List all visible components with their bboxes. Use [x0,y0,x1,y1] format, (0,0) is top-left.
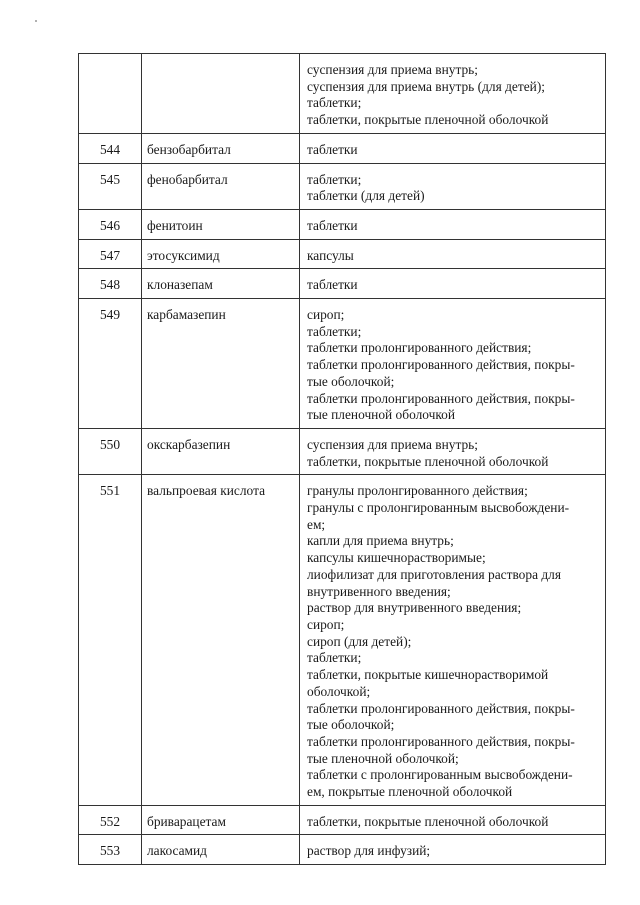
drug-name: вальпроевая кислота [142,475,300,805]
dosage-form: раствор для внутривенного введения; [307,600,522,616]
dosage-form: таблетки пролонгированного действия, покры- тые пленочной оболочкой [307,390,575,423]
drug-name: бриварацетам [142,805,300,835]
dosage-form: таблетки; [307,323,362,339]
dosage-form: таблетки пролонгированного действия, покры- тые пленочной оболочкой; [307,733,575,766]
dosage-form: таблетки [307,141,358,157]
dosage-form: таблетки, покрытые кишечнорастворимой оболочкой; [307,667,549,699]
table-row [79,475,606,805]
dosage-form: таблетки; [307,95,362,111]
row-number: 549 [79,299,142,429]
table-row [79,269,606,299]
dosage-form: таблетки; [307,650,362,666]
dosage-form: таблетки, покрытые пленочной оболочкой [307,112,549,128]
drug-table-body [79,54,606,865]
row-number: 545 [79,163,142,209]
dosage-form: сироп; [307,616,345,632]
row-number: 552 [79,805,142,835]
table-row [79,428,606,474]
dosage-form: таблетки [307,277,358,293]
dosage-forms-cell [300,428,606,474]
drug-name: бензобарбитал [142,133,300,163]
drug-name: фенобарбитал [142,163,300,209]
scan-dot [35,20,37,22]
dosage-forms-cell [300,835,606,865]
dosage-forms-cell [300,805,606,835]
dosage-form: сироп (для детей); [307,633,412,649]
dosage-form: сироп; [307,307,345,323]
dosage-form: лиофилизат для приготовления раствора для внутривенного введения; [307,566,562,599]
dosage-forms-cell [300,475,606,805]
dosage-form: таблетки; [307,171,362,187]
dosage-forms-cell [300,239,606,269]
dosage-form: таблетки пролонгированного действия, покры- тые оболочкой; [307,357,575,389]
drug-name: карбамазепин [142,299,300,429]
drug-name: этосуксимид [142,239,300,269]
table-row [79,209,606,239]
table-row [79,805,606,835]
dosage-forms-cell [300,209,606,239]
drug-table [78,53,606,865]
dosage-form: капли для приема внутрь; [307,533,454,549]
dosage-form: суспензия для приема внутрь; [307,436,479,452]
dosage-form: капсулы кишечнорастворимые; [307,550,486,566]
dosage-form: таблетки, покрытые пленочной оболочкой [307,813,549,829]
row-number: 553 [79,835,142,865]
dosage-form: капсулы [307,247,354,263]
drug-name: окскарбазепин [142,428,300,474]
dosage-form: гранулы пролонгированного действия; [307,483,528,499]
dosage-form: таблетки [307,217,358,233]
dosage-forms-cell [300,269,606,299]
drug-name: клоназепам [142,269,300,299]
table-row [79,133,606,163]
row-number: 550 [79,428,142,474]
drug-name [142,54,300,134]
dosage-form: суспензия для приема внутрь; [307,62,479,77]
table-row [79,163,606,209]
row-number: 548 [79,269,142,299]
table-row [79,239,606,269]
dosage-form: гранулы с пролонгированным высвобождени- ем; [307,500,570,532]
dosage-form: таблетки пролонгированного действия, покры- тые оболочкой; [307,700,575,733]
row-number [79,54,142,134]
drug-name: лакосамид [142,835,300,865]
table-row [79,835,606,865]
row-number: 551 [79,475,142,805]
row-number: 546 [79,209,142,239]
dosage-forms-cell [300,54,606,134]
dosage-form: таблетки, покрытые пленочной оболочкой [307,453,549,469]
table-row [79,299,606,429]
row-number: 547 [79,239,142,269]
row-number: 544 [79,133,142,163]
dosage-form: раствор для инфузий; [307,843,431,859]
dosage-form: таблетки пролонгированного действия; [307,340,532,356]
dosage-forms-cell [300,163,606,209]
dosage-forms-cell [300,299,606,429]
drug-name: фенитоин [142,209,300,239]
dosage-form: суспензия для приема внутрь (для детей); [307,78,545,94]
dosage-form: таблетки (для детей) [307,188,425,204]
dosage-forms-cell [300,133,606,163]
dosage-form: таблетки с пролонгированным высвобождени- ем, покрытые пленочной оболочкой [307,767,573,800]
table-row [79,54,606,134]
